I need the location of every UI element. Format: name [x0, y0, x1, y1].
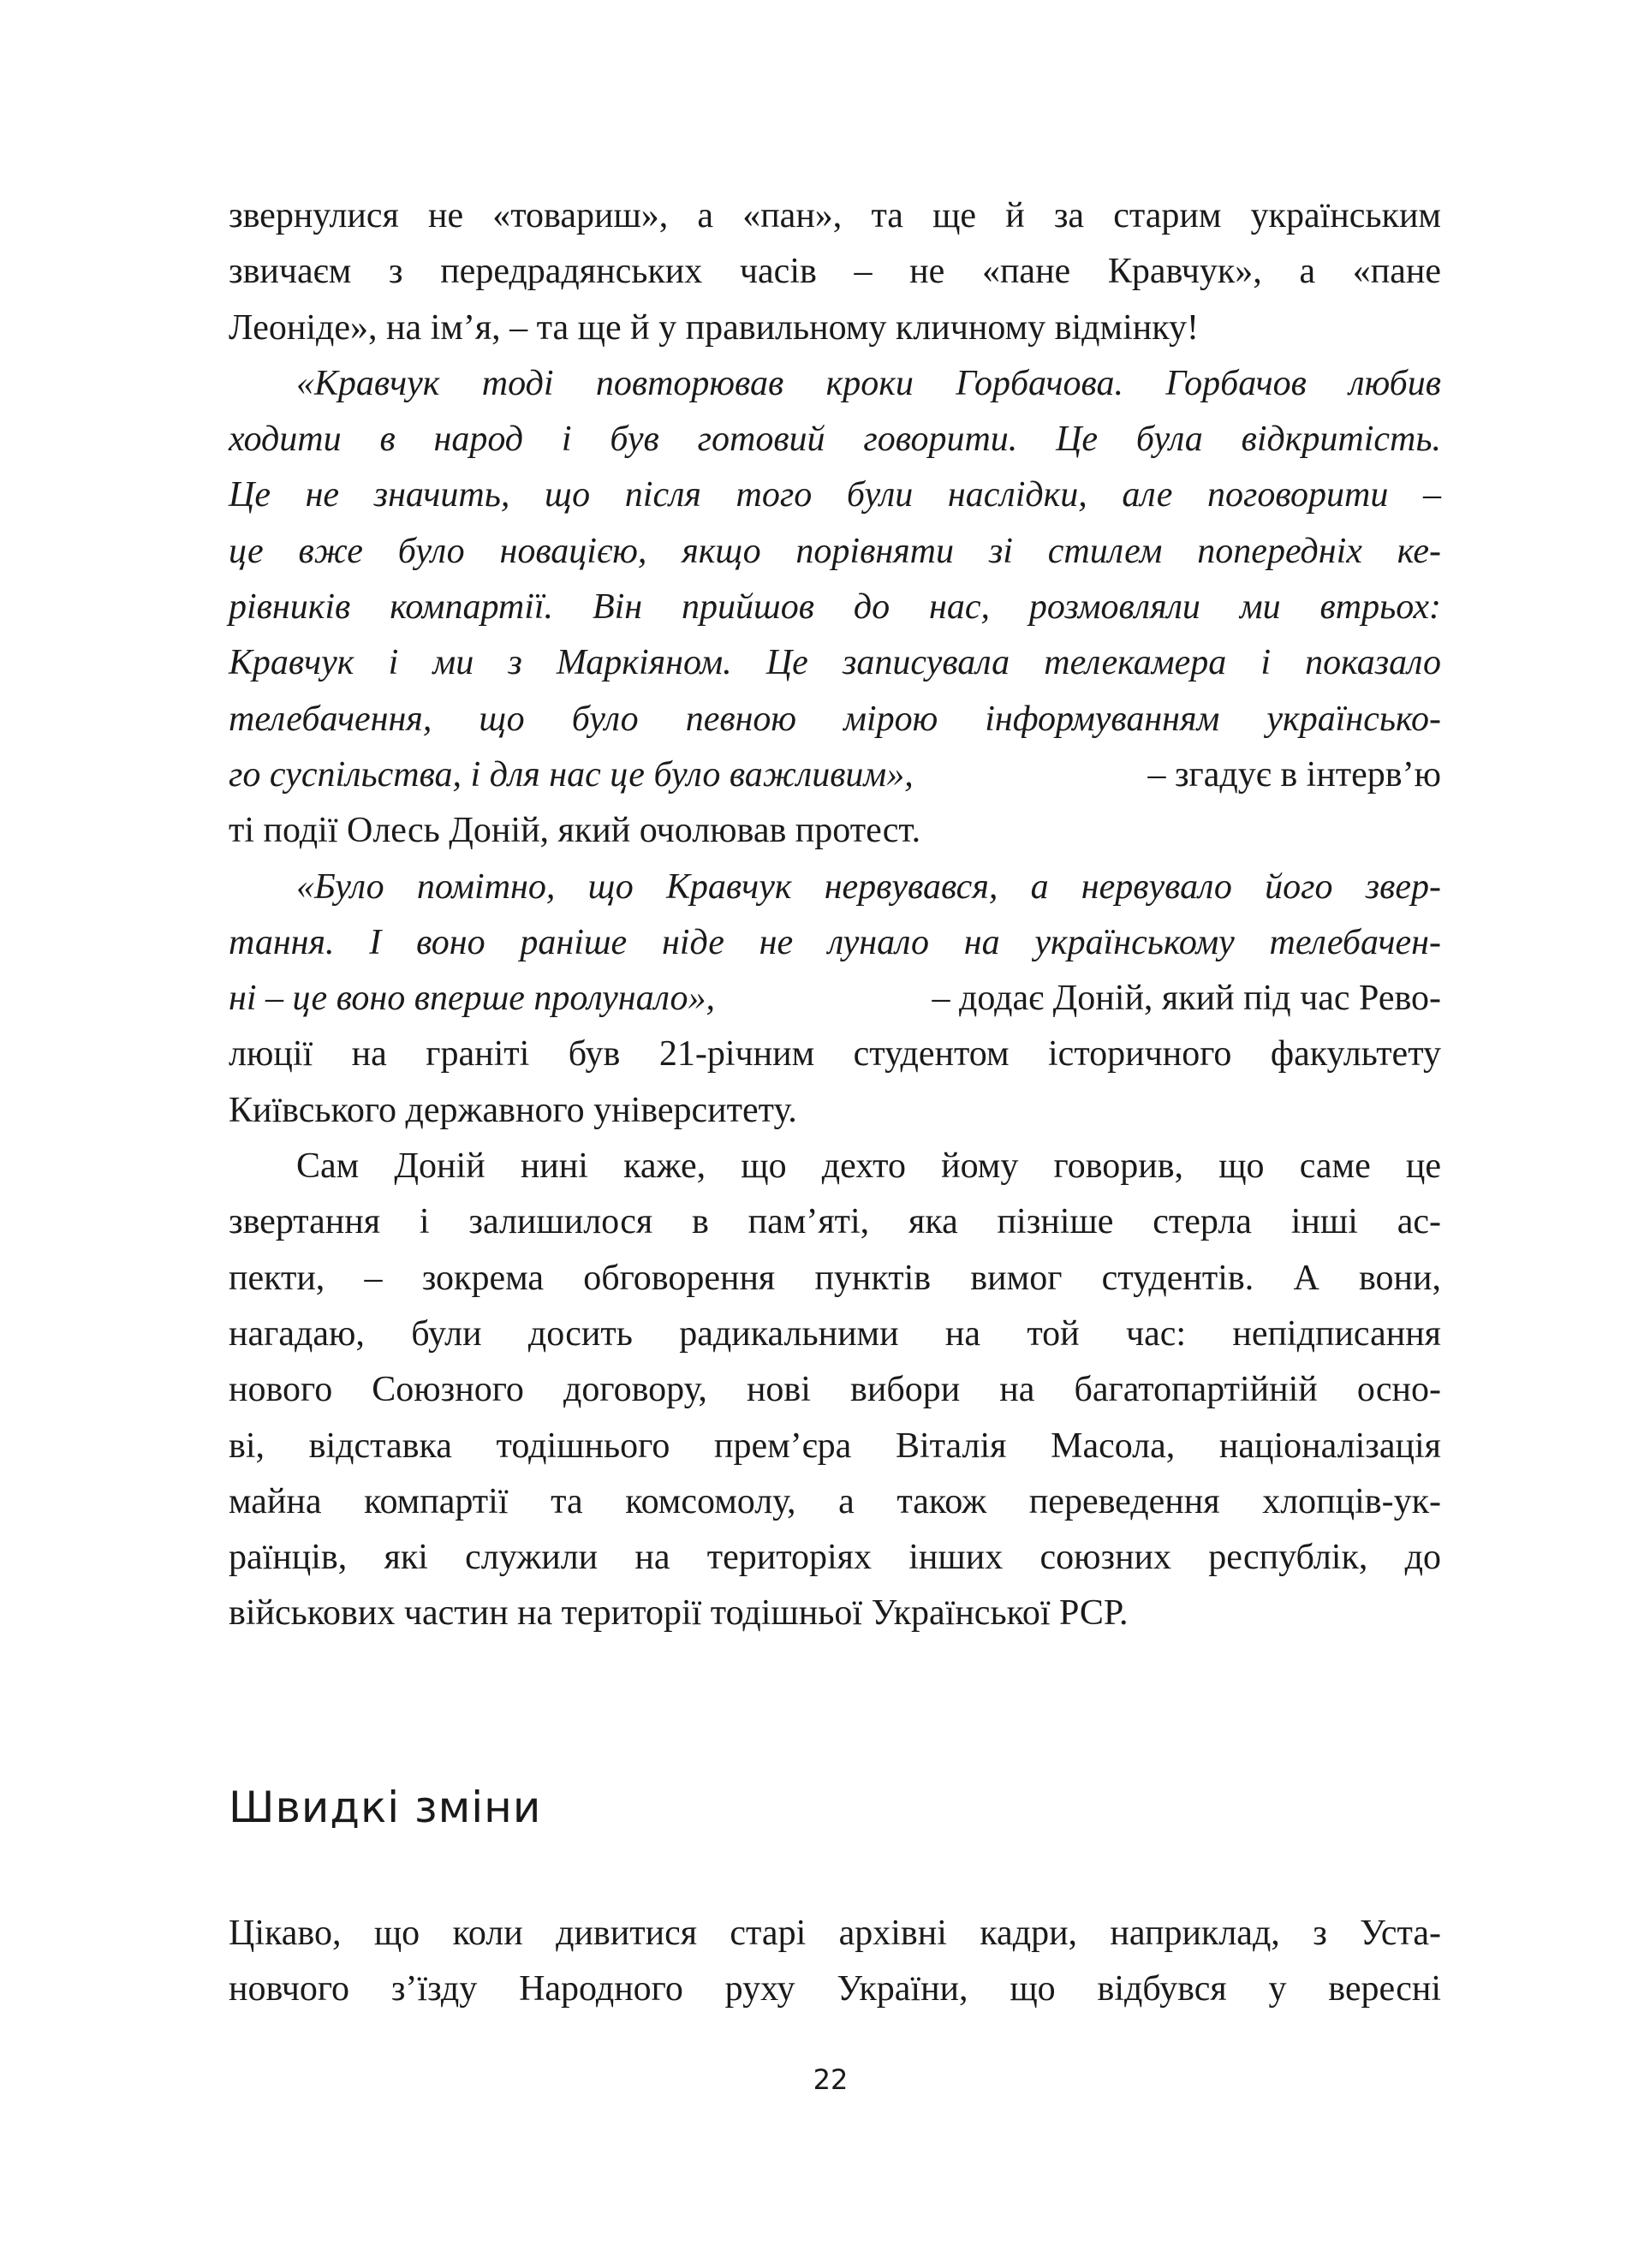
text-line: раїнців, які служили на територіях інших союзних республік, до	[229, 1538, 1441, 1578]
section-text	[229, 1906, 1441, 2018]
text-line: люції на граніті був 21-річним студентом історичного факультету	[229, 1034, 1441, 1074]
text-line: майна компартії та комсомолу, а також переведення хлопців-ук-	[229, 1481, 1441, 1521]
body-text	[229, 188, 1441, 1642]
quote-fragment: го суспільства, і для нас це було важливим»,	[229, 754, 914, 795]
text-line: пекти, – зокрема обговорення пунктів вимог студентів. А вони,	[229, 1258, 1441, 1298]
text-line: Сам Доній нині каже, що дехто йому говорив, що саме це	[296, 1146, 1441, 1187]
text-line: Цікаво, що коли дивитися старі архівні кадри, наприклад, з Уста-	[229, 1914, 1441, 1953]
text-line: ві, відставка тодішнього прем’єра Віталія Масола, націоналізація	[229, 1426, 1441, 1466]
text-line: військових частин на території тодішньої Української РСР.	[229, 1593, 1129, 1634]
text-line: ті події Олесь Доній, який очолював протест.	[229, 811, 921, 851]
quote-line: тання. І воно раніше ніде не лунало на українському телебачен-	[229, 922, 1441, 962]
mixed-line	[229, 747, 1441, 803]
quote-fragment: ні – це воно вперше пролунало»,	[229, 979, 715, 1019]
attribution-fragment: – додає Доній, який під час Рево-	[922, 979, 1441, 1019]
mixed-line	[229, 971, 1441, 1027]
quote-line: рівників компартії. Він прийшов до нас, розмовляли ми втрьох:	[229, 587, 1441, 628]
quote-line: ходити в народ і був готовий говорити. Це була відкритість.	[229, 420, 1441, 460]
quote-line: Це не значить, що після того були наслідки, але поговорити –	[229, 475, 1441, 515]
text-line: новчого з’їзду Народного руху України, що відбувся у вересні	[229, 1969, 1441, 2009]
text-line: звернулися не «товариш», а «пан», та ще й за старим українським	[229, 196, 1441, 235]
quote-line: телебачення, що було певною мірою інформуванням українсько-	[229, 699, 1441, 739]
text-line: звертання і залишилося в пам’яті, яка пізніше стерла інші ас-	[229, 1202, 1441, 1242]
attribution-fragment: – згадує в інтерв’ю	[1138, 754, 1441, 795]
text-line: нового Союзного договору, нові вибори на багатопартійній осно-	[229, 1370, 1441, 1410]
text-line: Київського державного університету.	[229, 1090, 797, 1130]
page-number: 22	[813, 2063, 849, 2096]
quote-line: це вже було новацією, якщо порівняти зі стилем попередніх ке-	[229, 531, 1441, 571]
text-line: нагадаю, були досить радикальними на той час: непідписання	[229, 1313, 1441, 1354]
text-line: звичаєм з передрадянських часів – не «пане Кравчук», а «пане	[229, 252, 1441, 292]
section-heading: Швидкі зміни	[229, 1783, 542, 1832]
text-line: Леоніде», на ім’я, – та ще й у правильному кличному відмінку!	[229, 307, 1200, 348]
quote-line: Кравчук і ми з Маркіяном. Це записувала телекамера і показало	[229, 643, 1441, 683]
quote-line: «Було помітно, що Кравчук нервувався, а нервувало його звер-	[296, 866, 1441, 907]
quote-line: «Кравчук тоді повторював кроки Горбачова. Горбачов любив	[296, 363, 1441, 403]
